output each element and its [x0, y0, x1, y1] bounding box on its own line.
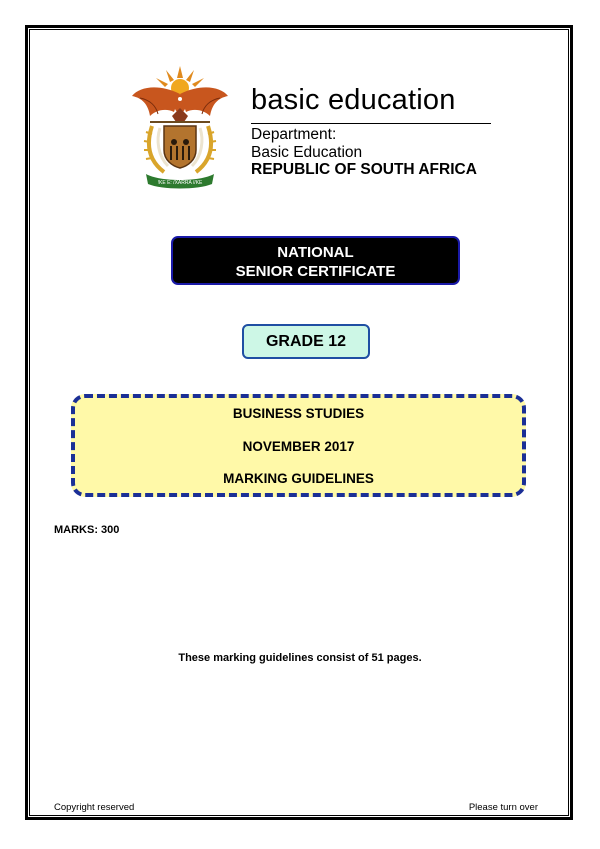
certificate-line-1: NATIONAL [277, 244, 354, 261]
crest-motto: !KE E: /XARRA //KE [157, 180, 203, 186]
department-label: Department: [251, 126, 337, 143]
marks-total: MARKS: 300 [54, 524, 120, 536]
exam-session: NOVEMBER 2017 [242, 439, 355, 454]
subject-box [71, 394, 526, 497]
brand-underline [251, 123, 491, 124]
department-name: Basic Education [251, 144, 363, 161]
turn-over-footer: Please turn over [468, 802, 538, 813]
brand-title: basic education [251, 84, 456, 116]
certificate-line-2: SENIOR CERTIFICATE [235, 263, 396, 280]
subject-name: BUSINESS STUDIES [232, 406, 365, 421]
copyright-footer: Copyright reserved [54, 802, 135, 813]
certificate-banner [171, 236, 460, 285]
country-name: REPUBLIC OF SOUTH AFRICA [251, 161, 477, 178]
document-type: MARKING GUIDELINES [223, 471, 374, 486]
grade-badge: GRADE 12 [242, 324, 370, 359]
page-count-note: These marking guidelines consist of 51 pages. [178, 652, 422, 664]
coat-of-arms-icon [130, 64, 230, 190]
